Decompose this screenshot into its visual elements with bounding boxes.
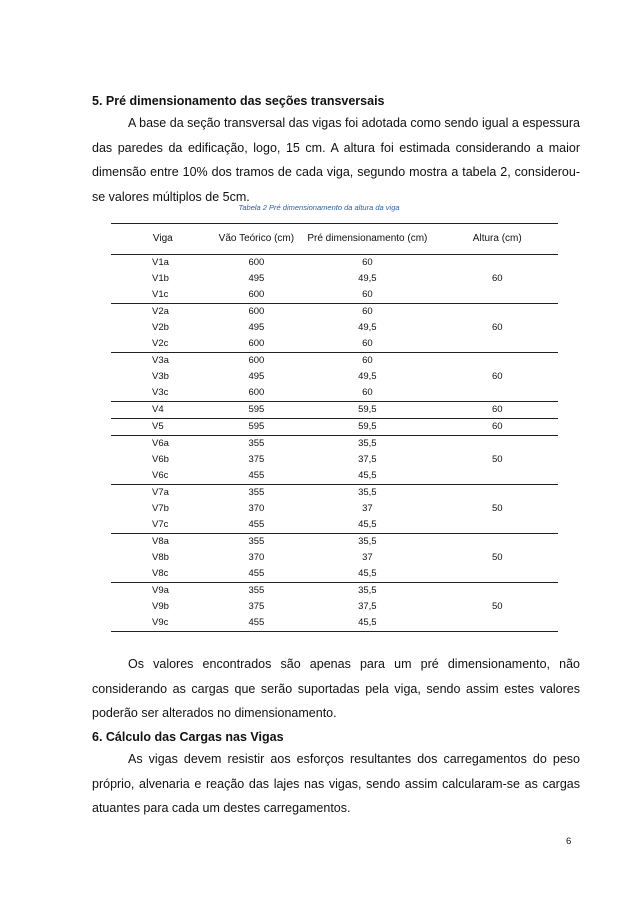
cell-pre-dimensionamento: 35,5 <box>298 485 436 502</box>
cell-vao-teorico: 455 <box>215 517 299 534</box>
table-row <box>111 534 558 551</box>
cell-vao-teorico: 355 <box>215 436 299 453</box>
cell-altura: 60 <box>437 402 558 419</box>
cell-viga: V6b <box>152 454 169 465</box>
cell-vao-teorico: 375 <box>248 454 265 465</box>
cell-pre-dimensionamento: 59,5 <box>298 419 436 436</box>
cell-viga: V2c <box>111 336 215 353</box>
cell-viga: V2a <box>111 304 215 321</box>
cell-viga: V3b <box>152 371 169 382</box>
cell-pre-dimensionamento: 35,5 <box>298 436 436 453</box>
cell-viga: V8c <box>111 566 215 583</box>
cell-altura: 60 <box>437 255 558 304</box>
cell-pre-dimensionamento: 45,5 <box>298 615 436 632</box>
cell-pre-dimensionamento: 37 <box>362 503 373 514</box>
cell-viga: V6c <box>111 468 215 485</box>
cell-pre-dimensionamento: 37 <box>362 552 373 563</box>
cell-viga: V7b <box>152 503 169 514</box>
table-row <box>111 255 558 272</box>
cell-pre-dimensionamento: 37,5 <box>358 454 377 465</box>
cell-pre-dimensionamento: 35,5 <box>298 583 436 600</box>
cell-vao-teorico: 595 <box>215 419 299 436</box>
table-row <box>111 304 558 321</box>
cell-pre-dimensionamento: 60 <box>298 287 436 304</box>
section-6-heading: 6. Cálculo das Cargas nas Vigas <box>92 730 284 744</box>
table-row <box>111 436 558 453</box>
cell-pre-dimensionamento: 45,5 <box>298 517 436 534</box>
cell-viga: V1b <box>152 273 169 284</box>
cell-vao-teorico: 455 <box>215 468 299 485</box>
cell-pre-dimensionamento: 49,5 <box>358 273 377 284</box>
cell-pre-dimensionamento: 49,5 <box>358 322 377 333</box>
beam-height-table <box>111 223 558 632</box>
cell-vao-teorico: 495 <box>248 371 265 382</box>
header-altura: Altura (cm) <box>437 224 558 255</box>
table-row <box>111 402 558 419</box>
cell-altura: 60 <box>437 353 558 402</box>
cell-viga: V8a <box>111 534 215 551</box>
cell-vao-teorico: 600 <box>215 336 299 353</box>
cell-pre-dimensionamento: 49,5 <box>358 371 377 382</box>
cell-pre-dimensionamento: 60 <box>298 385 436 402</box>
cell-vao-teorico: 495 <box>248 322 265 333</box>
cell-pre-dimensionamento: 37,5 <box>358 601 377 612</box>
cell-vao-teorico: 600 <box>215 287 299 304</box>
header-pre-dimensionamento: Pré dimensionamento (cm) <box>298 224 436 255</box>
cell-viga: V6a <box>111 436 215 453</box>
cell-vao-teorico: 495 <box>248 273 265 284</box>
table-row <box>111 353 558 370</box>
after-table-paragraph: Os valores encontrados são apenas para um pré dimensionamento, não considerando as cargas que serão suportadas pela viga, sendo assim estes valores poderão ser alterados no dimensionamento. <box>92 657 580 720</box>
table-row <box>111 485 558 502</box>
cell-pre-dimensionamento: 60 <box>298 353 436 370</box>
cell-viga: V3a <box>111 353 215 370</box>
table-body <box>111 255 558 632</box>
section-5-paragraph: A base da seção transversal das vigas foi adotada como sendo igual a espessura das paredes da edificação, logo, 15 cm. A altura foi estimada considerando a maior dimensão entre 10% dos tramos de cada viga, segundo mostra a tabela 2, considerou-se valores múltiplos de 5cm. <box>92 116 580 204</box>
cell-pre-dimensionamento: 45,5 <box>298 468 436 485</box>
cell-vao-teorico: 455 <box>215 615 299 632</box>
header-viga: Viga <box>111 224 215 255</box>
page-number: 6 <box>566 836 572 847</box>
cell-vao-teorico: 600 <box>215 385 299 402</box>
table-header-row <box>111 224 558 255</box>
cell-viga: V1a <box>152 257 169 268</box>
cell-viga: V4 <box>111 402 215 419</box>
cell-pre-dimensionamento: 59,5 <box>298 402 436 419</box>
cell-pre-dimensionamento: 60 <box>362 257 373 268</box>
cell-viga: V9b <box>152 601 169 612</box>
cell-altura: 60 <box>437 419 558 436</box>
cell-pre-dimensionamento: 60 <box>298 304 436 321</box>
cell-vao-teorico: 600 <box>215 353 299 370</box>
table-row <box>111 583 558 600</box>
cell-viga: V7a <box>111 485 215 502</box>
cell-altura: 50 <box>437 534 558 583</box>
cell-vao-teorico: 375 <box>248 601 265 612</box>
cell-viga: V8b <box>152 552 169 563</box>
cell-vao-teorico: 370 <box>248 503 265 514</box>
cell-vao-teorico: 355 <box>215 534 299 551</box>
cell-pre-dimensionamento: 60 <box>298 336 436 353</box>
cell-vao-teorico: 355 <box>215 583 299 600</box>
cell-altura: 50 <box>437 485 558 534</box>
cell-pre-dimensionamento: 45,5 <box>298 566 436 583</box>
table-row <box>111 419 558 436</box>
cell-altura: 50 <box>437 583 558 632</box>
section-5-heading: 5. Pré dimensionamento das seções transversais <box>92 94 385 108</box>
header-vao-teorico: Vão Teórico (cm) <box>215 224 299 255</box>
cell-viga: V9a <box>111 583 215 600</box>
cell-vao-teorico: 600 <box>248 257 265 268</box>
cell-viga: V2b <box>152 322 169 333</box>
cell-vao-teorico: 370 <box>248 552 265 563</box>
cell-pre-dimensionamento: 35,5 <box>298 534 436 551</box>
cell-altura: 60 <box>437 304 558 353</box>
cell-altura: 50 <box>437 436 558 485</box>
cell-vao-teorico: 455 <box>215 566 299 583</box>
cell-vao-teorico: 595 <box>215 402 299 419</box>
table-caption: Tabela 2 Pré dimensionamento da altura da viga <box>238 203 400 212</box>
cell-vao-teorico: 600 <box>215 304 299 321</box>
cell-vao-teorico: 355 <box>215 485 299 502</box>
cell-viga: V9c <box>111 615 215 632</box>
section-6-paragraph: As vigas devem resistir aos esforços resultantes dos carregamentos do peso próprio, alvenaria e reação das lajes nas vigas, sendo assim calcularam-se as cargas atuantes para cada um destes carregamentos. <box>92 752 580 815</box>
cell-viga: V7c <box>111 517 215 534</box>
cell-viga: V3c <box>111 385 215 402</box>
cell-viga: V5 <box>111 419 215 436</box>
cell-viga: V1c <box>111 287 215 304</box>
